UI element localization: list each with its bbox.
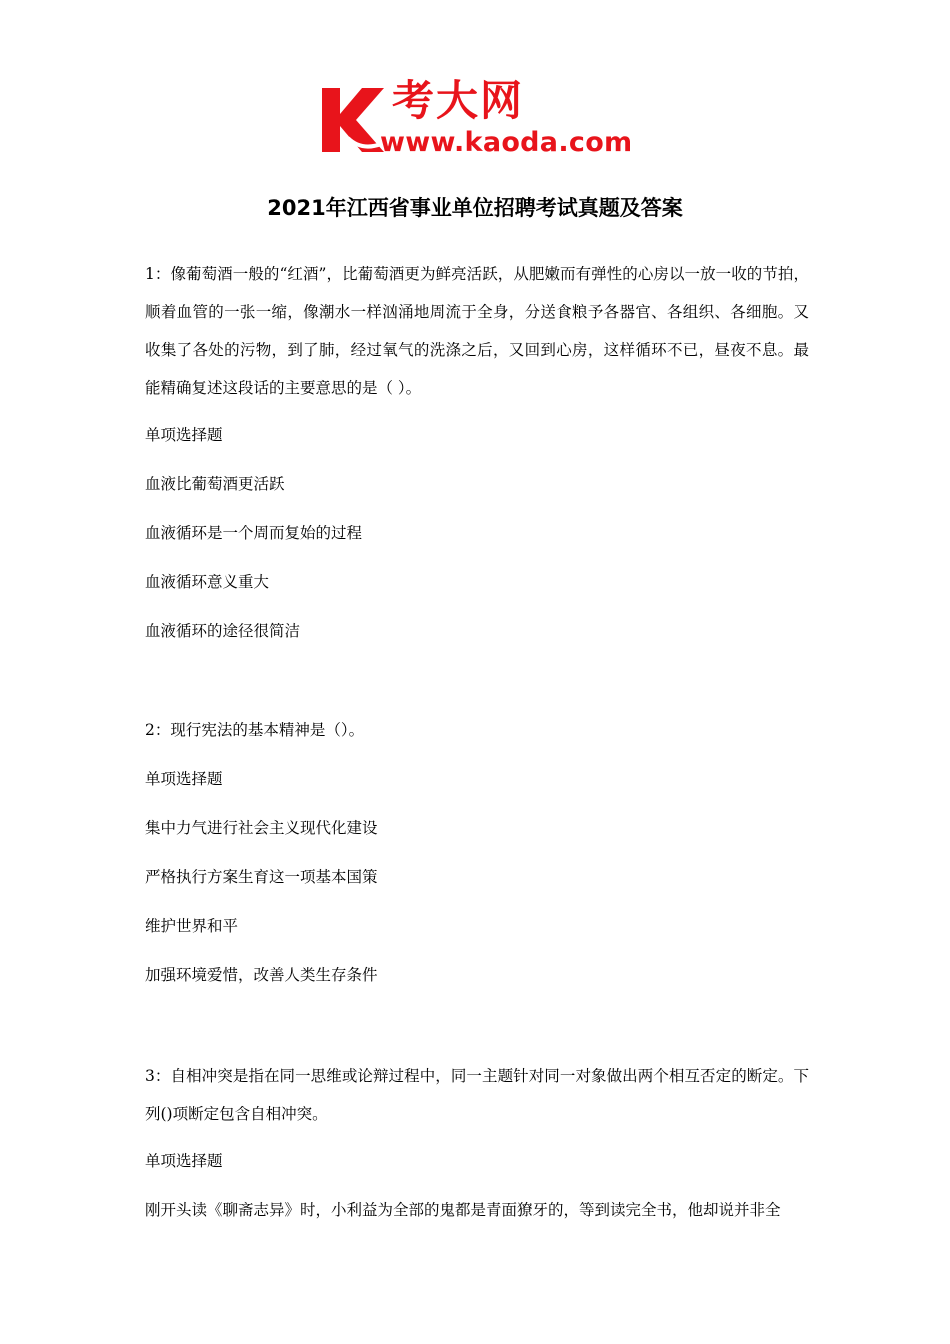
question-1-option-b: 血液循环是一个周而复始的过程: [145, 524, 363, 542]
question-1-type: 单项选择题: [145, 426, 223, 444]
question-2-option-d: 加强环境爱惜，改善人类生存条件: [145, 966, 378, 984]
question-2-stem: 2：现行宪法的基本精神是（）。: [145, 721, 365, 739]
question-1-stem: 1：像葡萄酒一般的“红酒”，比葡萄酒更为鲜亮活跃，从肥嫩而有弹性的心房以一放一收的节拍，顺着血管的一张一缩，像潮水一样汹涌地周流于全身，分送食粮予各器官、各组织、各细胞。又收集了各处的污物，到了肺，经过氧气的洗涤之后，又回到心房，这样循环不已，昼夜不息。最能精确复述这段话的主要意思的是（ ）。: [145, 265, 809, 397]
question-2-option-c: 维护世界和平: [145, 917, 239, 935]
question-2-option-b: 严格执行方案生育这一项基本国策: [145, 868, 378, 886]
logo-brand-text: 考大网: [392, 76, 525, 125]
kaoda-logo: [318, 76, 638, 160]
document-title: 2021年江西省事业单位招聘考试真题及答案: [267, 196, 683, 220]
question-3-type: 单项选择题: [145, 1152, 223, 1170]
question-1-option-d: 血液循环的途径很简洁: [145, 622, 301, 640]
question-1-option-a: 血液比葡萄酒更活跃: [145, 475, 285, 493]
question-2-type: 单项选择题: [145, 770, 223, 788]
logo-url-text: www.kaoda.com: [380, 127, 633, 158]
question-3-option-a: 刚开头读《聊斋志异》时，小利益为全部的鬼都是青面獠牙的，等到读完全书，他却说并非全: [145, 1201, 781, 1219]
question-1-option-c: 血液循环意义重大: [145, 573, 270, 591]
question-2-option-a: 集中力气进行社会主义现代化建设: [145, 819, 378, 837]
question-3-stem: 3：自相冲突是指在同一思维或论辩过程中，同一主题针对同一对象做出两个相互否定的断定。下列()项断定包含自相冲突。: [145, 1067, 809, 1123]
